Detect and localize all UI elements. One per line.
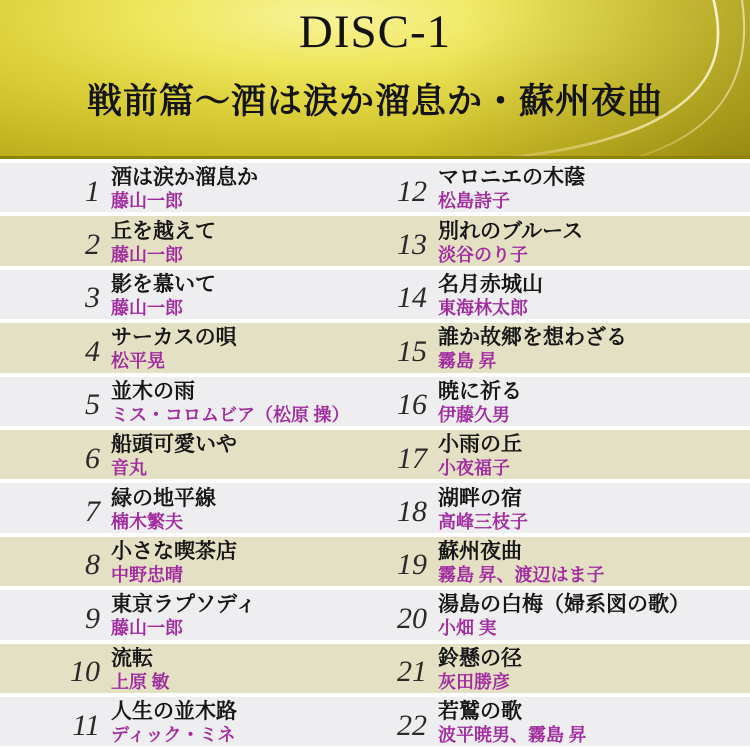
track-title: 流転 bbox=[111, 645, 153, 670]
track-cell bbox=[0, 377, 375, 426]
track-artist: 藤山一郎 bbox=[111, 191, 183, 212]
track-title: 湯島の白梅（婦系図の歌） bbox=[438, 592, 690, 617]
track-artist: 淡谷のり子 bbox=[438, 244, 528, 265]
track-meta bbox=[111, 163, 258, 212]
track-artist: 灰田勝彦 bbox=[438, 671, 510, 692]
track-cell bbox=[0, 483, 375, 532]
track-title: 影を慕いて bbox=[111, 271, 216, 296]
track-meta bbox=[111, 217, 216, 266]
track-row bbox=[0, 590, 750, 639]
track-cell bbox=[0, 644, 375, 693]
track-artist: 小夜福子 bbox=[438, 458, 510, 479]
track-title: 船頭可愛いや bbox=[111, 432, 237, 457]
track-cell bbox=[0, 430, 375, 479]
track-meta bbox=[438, 430, 522, 479]
track-cell bbox=[375, 377, 750, 426]
track-number: 20 bbox=[397, 601, 427, 635]
track-number: 11 bbox=[72, 708, 100, 742]
track-title: 暁に祈る bbox=[438, 378, 522, 403]
track-list bbox=[0, 163, 750, 750]
track-number: 2 bbox=[85, 228, 100, 262]
track-artist: 伊藤久男 bbox=[438, 404, 510, 425]
track-title: 湖畔の宿 bbox=[438, 485, 522, 510]
track-title: 緑の地平線 bbox=[111, 485, 216, 510]
track-artist: 小畑 実 bbox=[438, 618, 497, 639]
track-number: 5 bbox=[85, 388, 100, 422]
track-row bbox=[0, 483, 750, 532]
track-row bbox=[0, 537, 750, 586]
track-number: 6 bbox=[85, 441, 100, 475]
track-cell bbox=[375, 697, 750, 746]
track-cell bbox=[0, 323, 375, 372]
track-artist: 松島詩子 bbox=[438, 191, 510, 212]
track-title: 並木の雨 bbox=[111, 378, 195, 403]
track-number: 3 bbox=[85, 281, 100, 315]
track-artist: 楠木繁夫 bbox=[111, 511, 183, 532]
track-number: 15 bbox=[397, 334, 427, 368]
track-number: 9 bbox=[85, 601, 100, 635]
track-meta bbox=[111, 644, 170, 693]
track-title: 名月赤城山 bbox=[438, 271, 543, 296]
track-cell bbox=[375, 163, 750, 212]
track-title: 丘を越えて bbox=[111, 218, 216, 243]
track-meta bbox=[438, 484, 528, 533]
track-meta bbox=[438, 377, 522, 426]
track-artist: 藤山一郎 bbox=[111, 618, 183, 639]
track-title: 若鷲の歌 bbox=[438, 699, 522, 724]
track-number: 12 bbox=[397, 174, 427, 208]
track-artist: 高峰三枝子 bbox=[438, 511, 528, 532]
track-meta bbox=[438, 323, 627, 372]
track-number: 16 bbox=[397, 388, 427, 422]
track-cell bbox=[375, 270, 750, 319]
track-cell bbox=[375, 430, 750, 479]
track-title: マロニエの木蔭 bbox=[438, 165, 585, 190]
track-cell bbox=[375, 216, 750, 265]
track-meta bbox=[111, 697, 237, 746]
track-title: 小さな喫茶店 bbox=[111, 538, 237, 563]
track-meta bbox=[111, 590, 256, 639]
track-cell bbox=[0, 216, 375, 265]
track-cell bbox=[375, 483, 750, 532]
track-artist: 藤山一郎 bbox=[111, 244, 183, 265]
track-title: 蘇州夜曲 bbox=[438, 538, 522, 563]
track-number: 13 bbox=[397, 228, 427, 262]
track-meta bbox=[438, 644, 522, 693]
track-title: 誰か故郷を想わざる bbox=[438, 325, 627, 350]
track-title: サーカスの唄 bbox=[111, 325, 237, 350]
track-meta bbox=[111, 323, 237, 372]
track-number: 14 bbox=[397, 281, 427, 315]
track-artist: 霧島 昇 bbox=[438, 351, 497, 372]
track-cell bbox=[375, 644, 750, 693]
track-number: 21 bbox=[397, 655, 427, 689]
track-row bbox=[0, 163, 750, 212]
track-row bbox=[0, 377, 750, 426]
track-artist: 上原 敏 bbox=[111, 671, 170, 692]
track-title: 別れのブルース bbox=[438, 218, 584, 243]
track-cell bbox=[0, 697, 375, 746]
track-cell bbox=[0, 163, 375, 212]
track-meta bbox=[111, 484, 216, 533]
track-artist: 波平暁男、霧島 昇 bbox=[438, 725, 587, 746]
track-artist: ディック・ミネ bbox=[111, 725, 236, 746]
track-number: 18 bbox=[397, 495, 427, 529]
track-number: 10 bbox=[70, 655, 100, 689]
track-artist: 松平晃 bbox=[111, 351, 165, 372]
track-meta bbox=[111, 430, 237, 479]
track-row bbox=[0, 270, 750, 319]
track-title: 東京ラプソディ bbox=[111, 592, 257, 617]
track-meta bbox=[438, 537, 605, 586]
track-row bbox=[0, 644, 750, 693]
track-cell bbox=[375, 590, 750, 639]
track-artist: 東海林太郎 bbox=[438, 297, 528, 318]
disc-label: DISC-1 bbox=[298, 6, 452, 58]
track-row bbox=[0, 697, 750, 746]
track-artist: 中野忠晴 bbox=[111, 564, 183, 585]
track-cell bbox=[375, 323, 750, 372]
track-title: 鈴懸の径 bbox=[438, 645, 522, 670]
track-meta bbox=[438, 270, 543, 319]
track-meta bbox=[438, 217, 583, 266]
track-number: 17 bbox=[397, 441, 427, 475]
album-header bbox=[0, 0, 750, 159]
track-artist: 音丸 bbox=[111, 458, 147, 479]
track-number: 19 bbox=[397, 548, 427, 582]
track-number: 1 bbox=[85, 174, 100, 208]
track-row bbox=[0, 430, 750, 479]
track-artist: 藤山一郎 bbox=[111, 297, 183, 318]
track-meta bbox=[111, 537, 237, 586]
track-meta bbox=[111, 270, 216, 319]
track-meta bbox=[438, 163, 585, 212]
track-cell bbox=[375, 537, 750, 586]
album-subtitle: 戦前篇～酒は涙か溜息か・蘇州夜曲 bbox=[86, 82, 663, 121]
track-row bbox=[0, 216, 750, 265]
track-cell bbox=[0, 537, 375, 586]
track-title: 人生の並木路 bbox=[111, 699, 237, 724]
track-cell bbox=[0, 590, 375, 639]
track-number: 8 bbox=[85, 548, 100, 582]
track-artist: ミス・コロムビア（松原 操） bbox=[111, 404, 350, 425]
track-number: 22 bbox=[397, 708, 427, 742]
track-row bbox=[0, 323, 750, 372]
track-number: 7 bbox=[85, 495, 100, 529]
track-meta bbox=[438, 590, 690, 639]
track-cell bbox=[0, 270, 375, 319]
track-meta bbox=[438, 697, 587, 746]
track-title: 酒は涙か溜息か bbox=[111, 165, 258, 190]
track-number: 4 bbox=[85, 334, 100, 368]
track-meta bbox=[111, 377, 350, 426]
track-artist: 霧島 昇、渡辺はま子 bbox=[438, 564, 605, 585]
track-title: 小雨の丘 bbox=[438, 432, 522, 457]
